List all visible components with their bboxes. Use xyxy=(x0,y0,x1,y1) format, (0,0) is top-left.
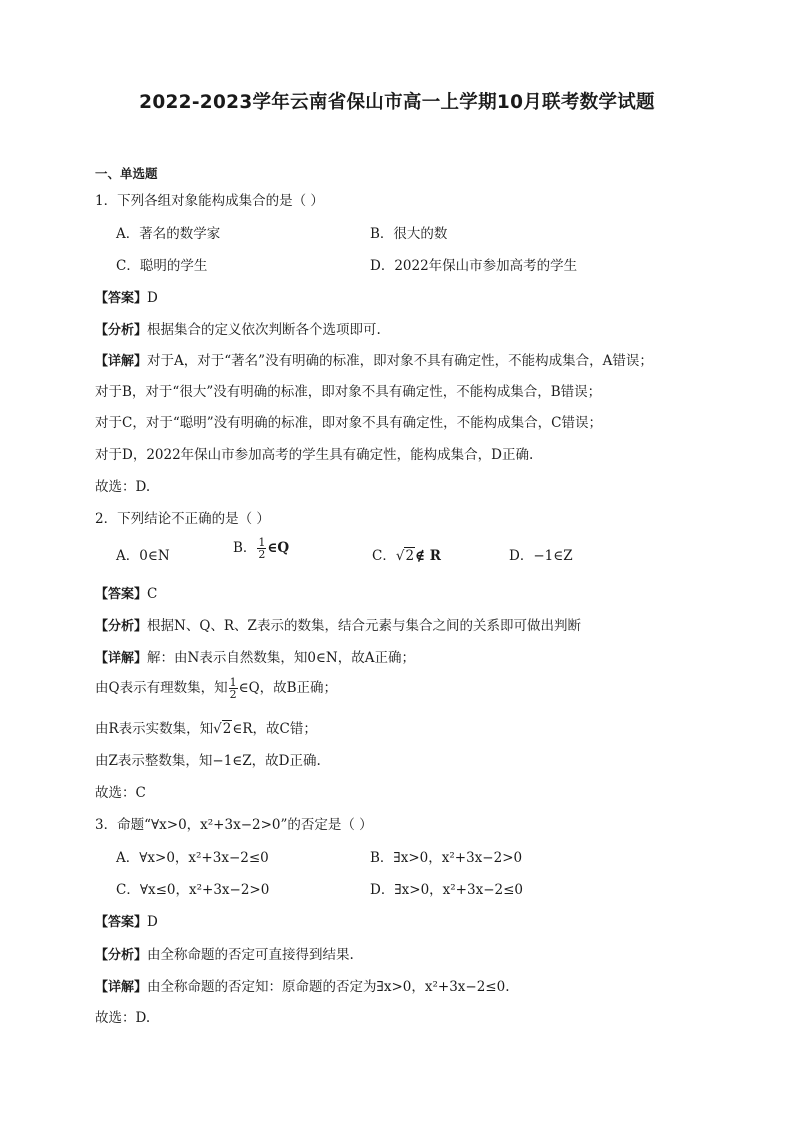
q1-option-d: D．2022年保山市参加高考的学生 xyxy=(370,258,578,274)
detail-text: 由全称命题的否定知：原命题的否定为∃x>0，x²+3x−2≤0. xyxy=(147,979,510,995)
q1-conclusion: 故选：D. xyxy=(95,479,151,495)
q2-option-d: D．−1∈Z xyxy=(509,548,573,564)
q1-answer xyxy=(95,287,158,306)
detail-text: 对于A，对于“著名”没有明确的标准，即对象不具有确定性，不能构成集合，A错误； xyxy=(147,353,653,369)
q3-answer xyxy=(95,911,158,930)
analysis-tag: 【分析】 xyxy=(95,948,148,963)
analysis-tag: 【分析】 xyxy=(95,619,148,634)
q1-option-c: C．聪明的学生 xyxy=(116,258,208,274)
q3-stem: 3．命题“∀x>0，x²+3x−2>0”的否定是（ ） xyxy=(95,817,373,833)
q2-option-c xyxy=(372,544,441,564)
fraction xyxy=(257,537,266,560)
q3-option-b: B．∃x>0，x²+3x−2>0 xyxy=(370,850,523,866)
denominator: 2 xyxy=(258,548,266,561)
analysis-text: 根据集合的定义依次判断各个选项即可. xyxy=(147,322,381,338)
page-title: 2022-2023学年云南省保山市高一上学期10月联考数学试题 xyxy=(139,92,655,113)
q1-analysis xyxy=(95,318,381,338)
detail-text: 由R表示实数集，知 xyxy=(95,721,214,737)
section-heading: 一、单选题 xyxy=(95,166,158,181)
q1-option-b: B．很大的数 xyxy=(370,226,448,242)
q1-stem: 1．下列各组对象能构成集合的是（ ） xyxy=(95,193,324,209)
detail-text: 由Q表示有理数集，知 xyxy=(95,680,228,696)
denominator: 2 xyxy=(229,688,237,701)
q3-option-c: C．∀x≤0，x²+3x−2>0 xyxy=(116,882,270,898)
answer-value: D xyxy=(147,290,158,306)
q1-detail-line-3: 对于C，对于“聪明”没有明确的标准，即对象不具有确定性，不能构成集合，C错误； xyxy=(95,415,602,431)
answer-tag: 【答案】 xyxy=(95,915,148,930)
relation: ∈Q xyxy=(267,540,290,556)
q2-option-b xyxy=(233,536,289,560)
option-prefix: B． xyxy=(233,540,257,556)
detail-tag: 【详解】 xyxy=(95,980,148,995)
q2-option-a: A．0∈N xyxy=(116,548,170,564)
fraction xyxy=(229,677,238,700)
q2-detail-line-3 xyxy=(95,717,317,737)
q2-answer xyxy=(95,583,157,602)
q2-detail-line-4: 由Z表示整数集，知−1∈Z，故D正确. xyxy=(95,753,321,769)
answer-value: C xyxy=(147,586,158,602)
radicand: 2 xyxy=(405,548,415,564)
option-prefix: C． xyxy=(372,548,396,564)
detail-text: ∈Q，故B正确； xyxy=(238,680,338,696)
analysis-text: 根据N、Q、R、Z表示的数集，结合元素与集合之间的关系即可做出判断 xyxy=(147,618,581,634)
q1-detail-line-4: 对于D，2022年保山市参加高考的学生具有确定性，能构成集合，D正确. xyxy=(95,447,534,463)
sqrt-icon: √ xyxy=(213,721,222,737)
detail-text: 解：由N表示自然数集，知0∈N，故A正确； xyxy=(147,650,415,666)
q2-detail-line-1 xyxy=(95,646,415,666)
answer-value: D xyxy=(147,914,158,930)
answer-tag: 【答案】 xyxy=(95,291,148,306)
relation: ∉ R xyxy=(415,548,441,564)
q2-stem: 2．下列结论不正确的是（ ） xyxy=(95,511,270,527)
detail-tag: 【详解】 xyxy=(95,354,148,369)
q2-detail-line-2 xyxy=(95,676,337,700)
radicand: 2 xyxy=(222,721,232,737)
q1-detail-line-2: 对于B，对于“很大”没有明确的标准，即对象不具有确定性，不能构成集合，B错误； xyxy=(95,384,602,400)
analysis-tag: 【分析】 xyxy=(95,323,148,338)
q3-conclusion: 故选：D. xyxy=(95,1010,151,1026)
detail-text: ∈R，故C错； xyxy=(232,721,317,737)
q2-conclusion: 故选：C xyxy=(95,785,146,801)
analysis-text: 由全称命题的否定可直接得到结果. xyxy=(147,947,354,963)
q3-option-a: A．∀x>0，x²+3x−2≤0 xyxy=(116,850,269,866)
detail-tag: 【详解】 xyxy=(95,651,148,666)
numerator: 1 xyxy=(258,536,266,549)
q1-option-a: A．著名的数学家 xyxy=(116,226,221,242)
q3-option-d: D．∃x>0，x²+3x−2≤0 xyxy=(370,882,524,898)
q1-detail-line-1 xyxy=(95,349,653,369)
q3-analysis xyxy=(95,943,354,963)
q3-detail xyxy=(95,975,510,995)
answer-tag: 【答案】 xyxy=(95,587,148,602)
q2-analysis xyxy=(95,614,581,634)
numerator: 1 xyxy=(229,676,237,689)
sqrt-icon: √ xyxy=(395,548,405,564)
